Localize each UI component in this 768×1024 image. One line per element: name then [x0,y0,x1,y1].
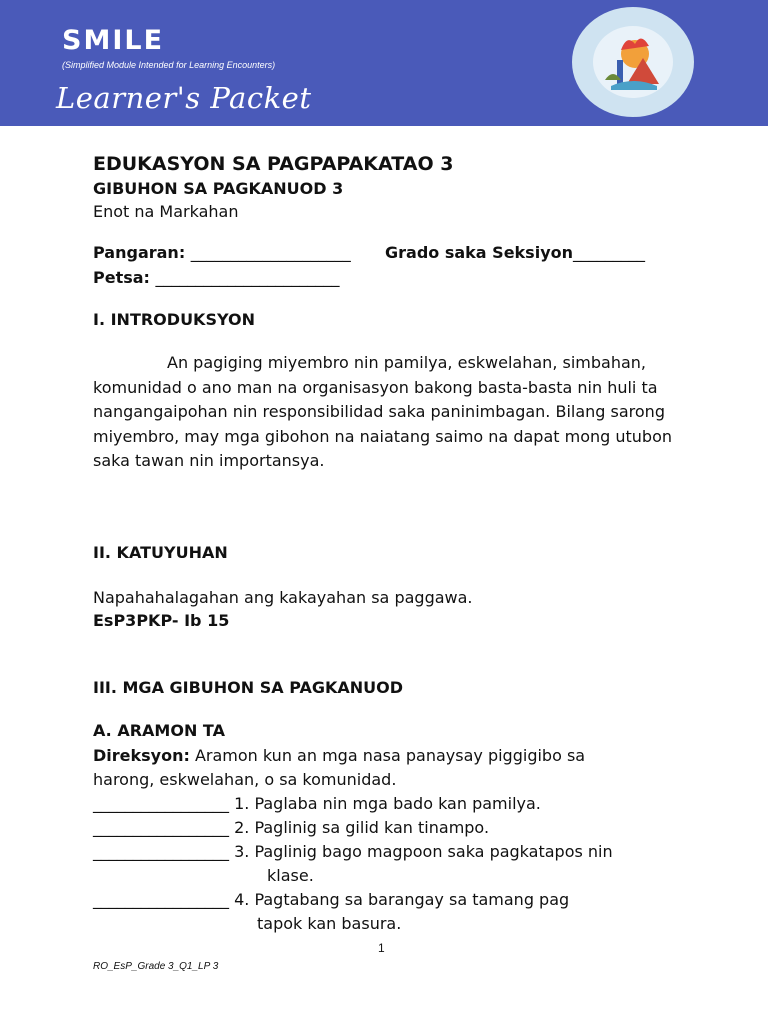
learners-packet-title: Learner's Packet [56,81,312,115]
list-item [93,816,489,841]
date-field [93,267,340,289]
direction-label: Direksyon: [93,746,190,765]
list-item [93,792,541,817]
packet-title: GIBUHON SA PAGKANUOD 3 [93,179,344,198]
answer-blank: _________________ [93,842,229,861]
page-number: 1 [378,941,385,955]
answer-blank: _________________ [93,818,229,837]
header-banner [0,0,768,126]
answer-blank: _________________ [93,890,229,909]
intro-heading: I. INTRODUKSYON [93,310,255,329]
item-text: 2. Paglinig sa gilid kan tinampo. [229,818,490,837]
competency-code: EsP3PKP- Ib 15 [93,611,230,630]
intro-paragraph: An pagiging miyembro nin pamilya, eskwelahan, simbahan, komunidad o ano man na organisasyon bakong basta-basta nin huli ta nangangaipohan nin responsibilidad saka paninimbagan. Bilang sarong miyembro, may mga gibohon na naiatang saimo na dapat mong utubon saka tawan nin importansya. [93,353,672,470]
objective-heading: II. KATUYUHAN [93,543,228,562]
list-item [93,840,613,865]
subject-title: EDUKASYON SA PAGPAPAKATAO 3 [93,153,454,175]
name-field [93,242,351,264]
item-text: 3. Paglinig bago magpoon saka pagkatapos nin [229,842,613,861]
item-text: 1. Paglaba nin mga bado kan pamilya. [229,794,541,813]
date-blank: _______________________ [155,268,340,287]
smile-logo-text: SMILE [62,25,165,56]
item-text-cont: tapok kan basura. [257,914,402,933]
activities-heading: III. MGA GIBUHON SA PAGKANUOD [93,678,404,697]
objective-text: Napahahalagahan ang kakayahan sa paggawa. [93,588,473,607]
date-label: Petsa: [93,268,150,287]
aramon-ta-heading: A. ARAMON TA [93,721,225,740]
list-item [93,888,569,913]
smile-subtitle: (Simplified Module Intended for Learning Encounters) [62,60,276,70]
grade-section-label: Grado saka Seksiyon [385,243,573,262]
footer-code: RO_EsP_Grade 3_Q1_LP 3 [93,961,219,972]
direction-text-cont: harong, eskwelahan, o sa komunidad. [93,770,397,789]
grade-section-blank: _________ [573,243,645,262]
name-label: Pangaran: [93,243,186,262]
name-blank: ____________________ [190,243,351,262]
grade-section-field [385,242,645,264]
deped-bicol-seal-icon [571,6,695,118]
quarter-label: Enot na Markahan [93,202,239,221]
answer-blank: _________________ [93,794,229,813]
direction-line [93,744,585,769]
item-text-cont: klase. [267,866,314,885]
direction-text: Aramon kun an mga nasa panaysay piggigibo sa [189,746,586,765]
item-text: 4. Pagtabang sa barangay sa tamang pag [229,890,570,909]
